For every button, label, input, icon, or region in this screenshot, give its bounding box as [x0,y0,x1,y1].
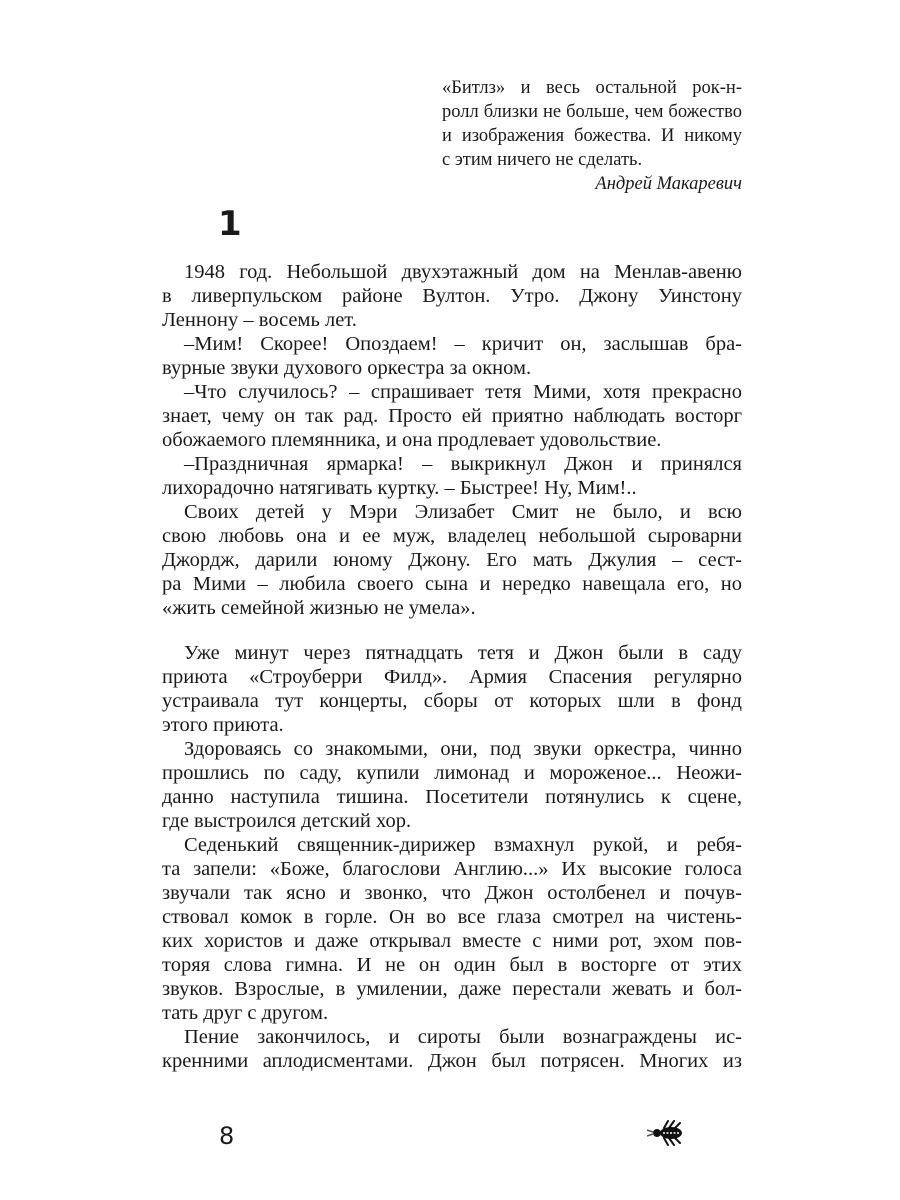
text-line: где выстроился детский хор. [162,810,412,832]
epigraph-author: Андрей Макаревич [595,174,742,194]
section [162,260,742,620]
text-line: данно наступила тишина. Посетители потянулись к сцене, [162,786,742,808]
text-line: Пение закончилось, и сироты были вознаграждены ис- [184,1026,742,1048]
chapter-number: 1 [218,204,242,244]
paragraph [162,260,742,332]
text-line: Седенький священник-дирижер взмахнул рукой, и ребя- [184,834,742,856]
page-number: 8 [219,1122,235,1150]
text-line: «жить семейной жизнью не умела». [162,597,476,619]
text-line: тать друг с другом. [162,1002,329,1024]
epigraph-line: ролл близки не больше, чем божество [442,102,742,122]
paragraph [162,641,742,737]
text-line: ких хористов и даже открывал вместе с ними рот, эхом пов- [162,930,742,952]
text-line: знает, чему он так рад. Просто ей приятно наблюдать восторг [162,405,742,427]
text-line: –Праздничная ярмарка! – выкрикнул Джон и принялся [184,453,742,475]
text-line: в ливерпульском районе Вултон. Утро. Джону Уинстону [162,285,742,307]
text-line: прошлись по саду, купили лимонад и мороженое... Неожи- [162,762,742,784]
paragraph [162,500,742,620]
text-line: ствовал комок в горле. Он во все глаза смотрел на чистень- [162,906,742,928]
text-line: Здороваясь со знакомыми, они, под звуки оркестра, чинно [184,738,742,760]
body-text [162,260,742,1073]
text-line: Джордж, дарили юному Джону. Его мать Джулия – сест- [162,549,742,571]
paragraph [162,380,742,452]
text-line: –Мим! Скорее! Опоздаем! – кричит он, заслышав бра- [184,333,742,355]
paragraph [162,1025,742,1073]
text-line: –Что случилось? – спрашивает тетя Мими, хотя прекрасно [184,381,742,403]
paragraph [162,833,742,1025]
text-line: Уже минут через пятнадцать тетя и Джон были в саду [184,642,742,664]
text-line: лихорадочно натягивать куртку. – Быстрее! Ну, Мим!.. [162,477,637,499]
text-line: звучали так ясно и звонко, что Джон остолбенел и почув- [162,882,742,904]
epigraph-line: «Битлз» и весь остальной рок-н- [442,78,742,98]
epigraph-line: с этим ничего не сделать. [442,150,643,170]
text-line: устраивала тут концерты, сборы от которых шли в фонд [162,690,742,712]
text-line: торяя слова гимна. И не он один был в восторге от этих [162,954,742,976]
text-line: звуков. Взрослые, в умилении, даже перестали жевать и бол- [162,978,742,1000]
paragraph [162,737,742,833]
paragraph [162,332,742,380]
text-line: та запели: «Боже, благослови Англию...» Их высокие голоса [162,858,742,880]
beetle-icon [644,1118,688,1148]
text-line: Леннону – восемь лет. [162,309,357,331]
text-line: приюта «Строуберри Филд». Армия Спасения регулярно [162,666,742,688]
section-break [162,620,742,641]
text-line: этого приюта. [162,714,284,736]
text-line: Своих детей у Мэри Элизабет Смит не было, и всю [184,501,742,523]
text-line: свою любовь она и ее муж, владелец небольшой сыроварни [162,525,742,547]
paragraph [162,452,742,500]
text-line: вурные звуки духового оркестра за окном. [162,357,532,379]
text-line: 1948 год. Небольшой двухэтажный дом на Менлав-авеню [184,261,742,283]
text-line: ра Мими – любила своего сына и нередко навещала его, но [162,573,742,595]
epigraph [442,76,742,196]
text-line: обожаемого племянника, и она продлевает удовольствие. [162,429,662,451]
section [162,641,742,1073]
text-line: кренними аплодисментами. Джон был потрясен. Многих из [162,1050,742,1072]
epigraph-line: и изображения божества. И никому [442,126,742,146]
